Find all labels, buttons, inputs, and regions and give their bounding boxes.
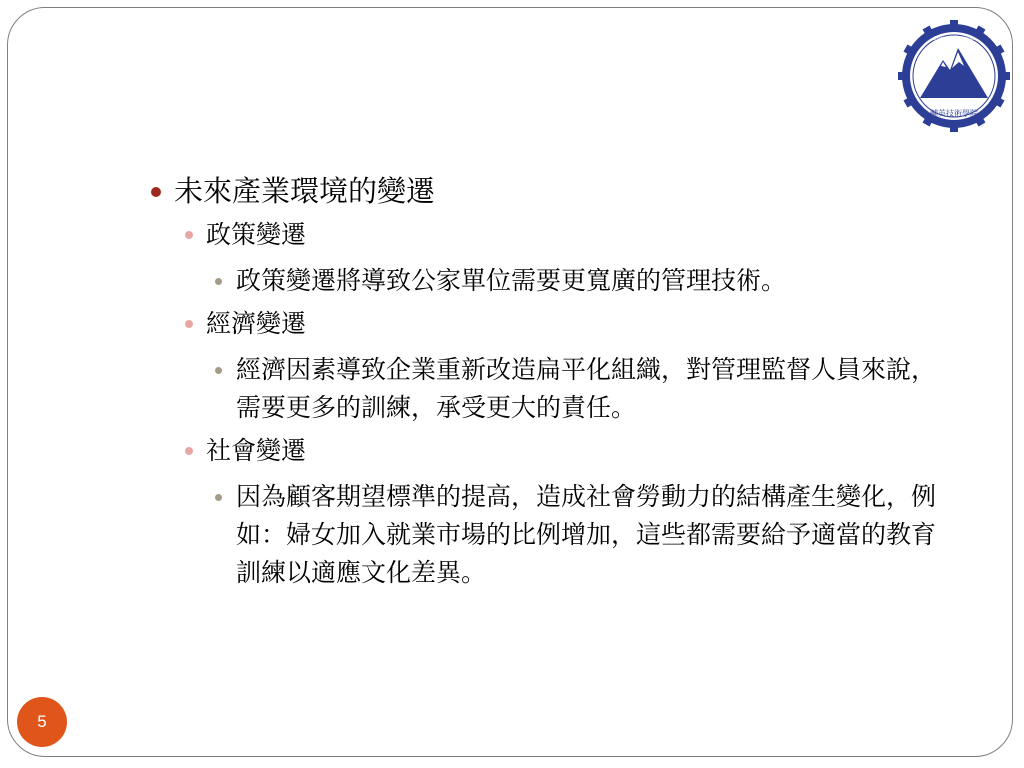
bullet-level3 xyxy=(215,278,222,285)
heading-text: 未來產業環境的變遷 xyxy=(174,174,436,208)
section-detail-society xyxy=(212,478,946,592)
section-title: 經濟變遷 xyxy=(206,309,307,338)
section-title: 政策變遷 xyxy=(206,220,307,249)
page-number: 5 xyxy=(37,712,47,731)
section-detail-policy xyxy=(212,262,946,300)
institute-logo xyxy=(898,20,1010,132)
page-number-badge xyxy=(17,697,67,747)
svg-text:Fortune Institute: Fortune Institute xyxy=(934,36,974,42)
bullet-level3 xyxy=(215,367,222,374)
bullet-level2 xyxy=(185,447,193,455)
section-detail: 因為顧客期望標準的提高，造成社會勞動力的結構產生變化，例如：婦女加入就業市場的比例增加，這些都需要給予適當的教育訓練以適應文化差異。 xyxy=(236,482,937,587)
section-detail: 經濟因素導致企業重新改造扁平化組織，對管理監督人員來說，需要更多的訓練，承受更大的責任。 xyxy=(236,355,937,422)
section-title: 社會變遷 xyxy=(206,436,307,465)
bullet-level2 xyxy=(185,231,193,239)
outline-heading xyxy=(150,172,970,211)
bullet-level2 xyxy=(185,320,193,328)
section-detail-economy xyxy=(212,351,946,427)
bullet-level1 xyxy=(151,187,161,197)
bullet-level3 xyxy=(215,494,222,501)
section-title-society xyxy=(182,431,970,470)
svg-text:輔英技術學院: 輔英技術學院 xyxy=(930,109,978,118)
slide-content xyxy=(150,172,970,596)
section-detail: 政策變遷將導致公家單位需要更寬廣的管理技術。 xyxy=(236,266,787,295)
section-title-policy xyxy=(182,215,970,254)
section-title-economy xyxy=(182,304,970,343)
